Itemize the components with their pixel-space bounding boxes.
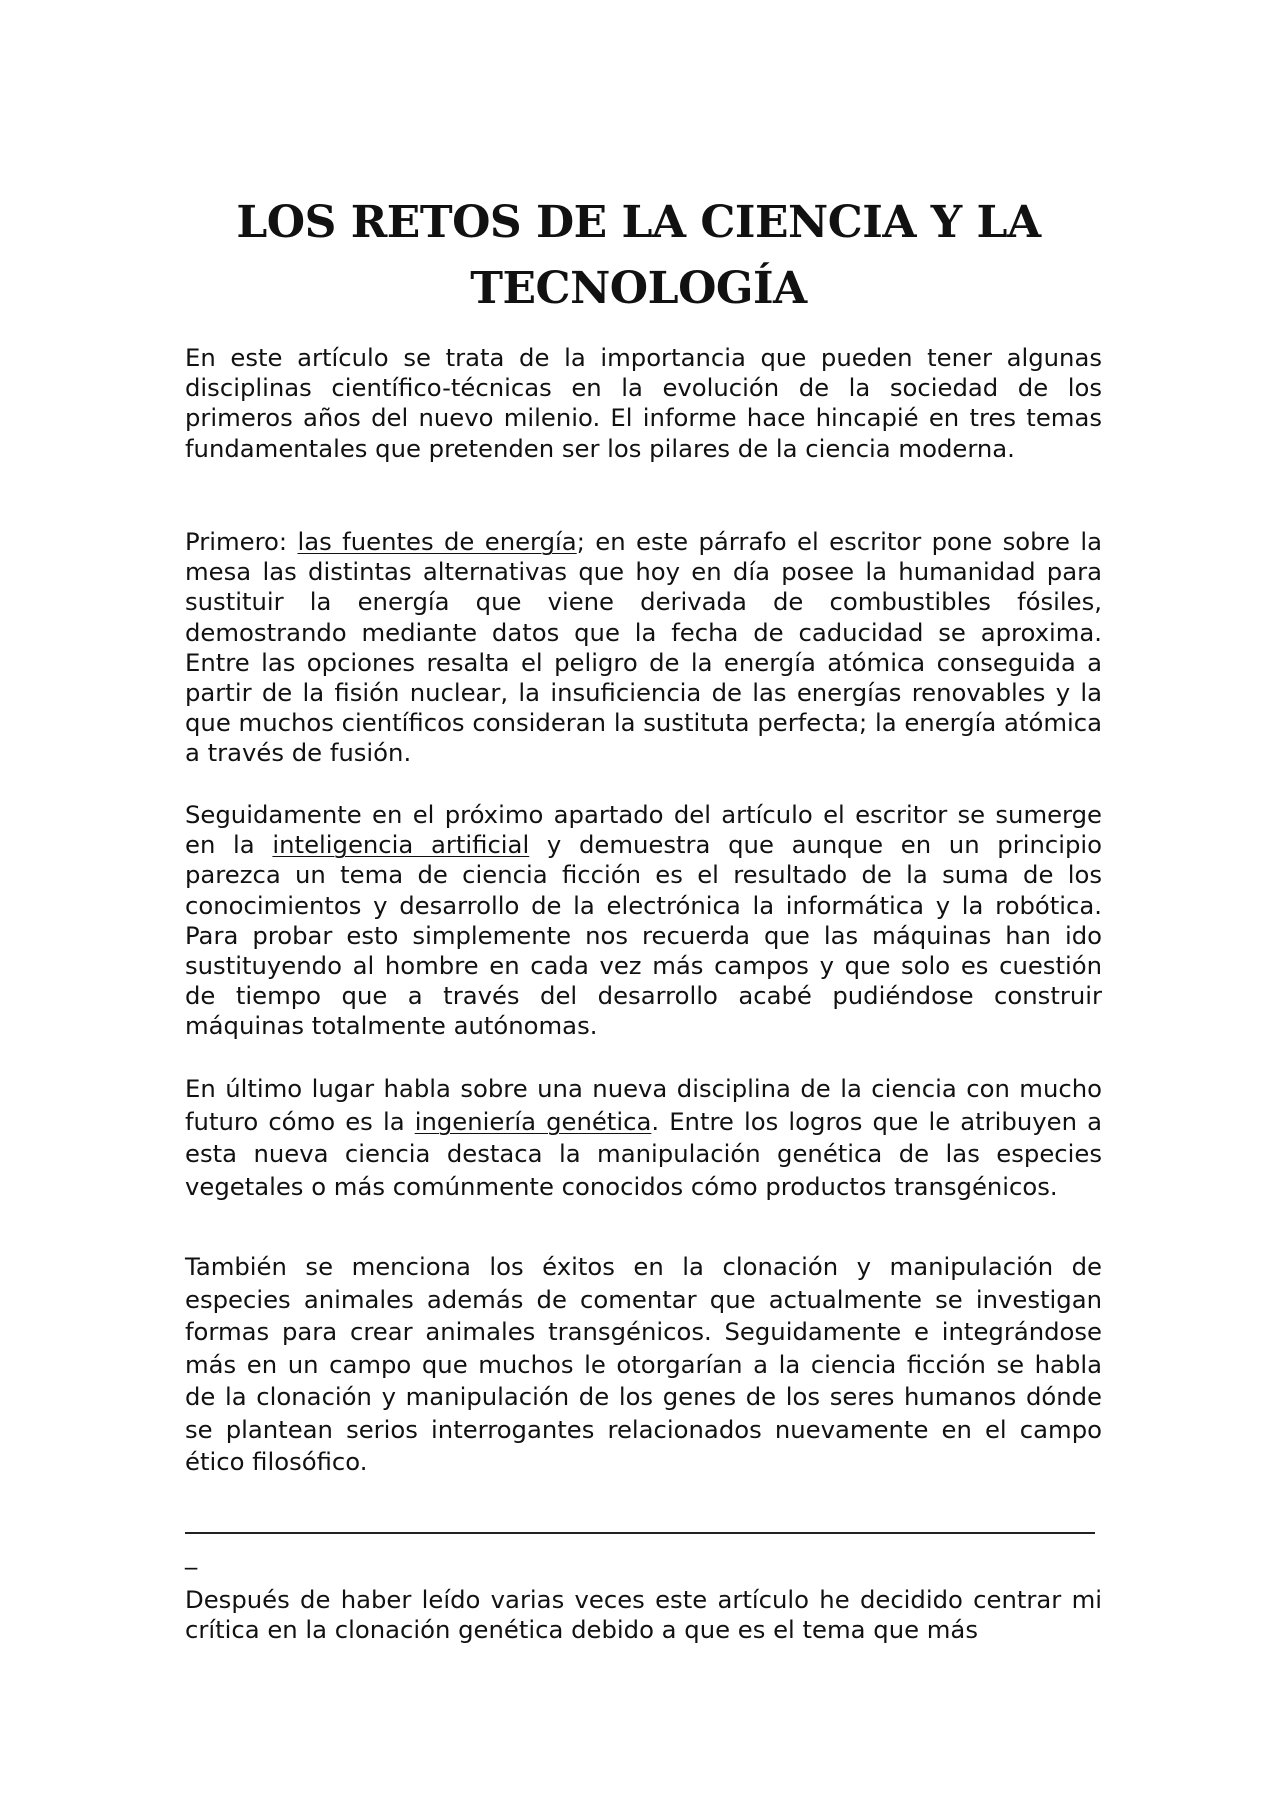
- artificial-intelligence-term: inteligencia artificial: [272, 830, 530, 860]
- cloning-paragraph: También se menciona los éxitos en la clonación y manipulación de especies animales además de comentar que actualmente se investigan formas para crear animales transgénicos. Seguidamente e integrándose más en un campo que muchos le otorgarían a la ciencia ficción se habla de la clonación y manipulación de los genes de los seres humanos dónde se plantean serios interrogantes relacionados nuevamente en el campo ético filosófico.: [185, 1252, 1102, 1476]
- energy-paragraph: [185, 527, 1102, 769]
- intro-paragraph: En este artículo se trata de la importancia que pueden tener algunas disciplinas científico-técnicas en la evolución de la sociedad de los primeros años del nuevo milenio. El informe hace hincapié en tres temas fundamentales que pretenden ser los pilares de la ciencia moderna.: [185, 343, 1102, 463]
- document-title: [186, 190, 1091, 322]
- title-line-2: TECNOLOGÍA: [470, 263, 807, 314]
- critique-paragraph: Después de haber leído varias veces este artículo he decidido centrar mi crítica en la clonación genética debido a que es el tema que más: [185, 1585, 1102, 1645]
- genetics-paragraph-lead: En último lugar habla sobre una nueva disciplina de la ciencia con mucho futuro cómo es la: [185, 1074, 1102, 1136]
- ai-paragraph-rest: y demuestra que aunque en un principio parezca un tema de ciencia ficción es el resultado de la suma de los conocimientos y desarrollo de la electrónica la informática y la robótica. Para probar esto simplemente nos recuerda que las máquinas han ido sustituyendo al hombre en cada vez más campos y que solo es cuestión de tiempo que a través del desarrollo acabé pudiéndose construir máquinas totalmente autónomas.: [185, 830, 1103, 1041]
- ai-paragraph-lead: Seguidamente en el próximo apartado del artículo el escritor se sumerge en la: [185, 800, 1102, 860]
- genetics-paragraph: [185, 1073, 1102, 1203]
- genetic-engineering-term: ingeniería genética: [414, 1106, 652, 1136]
- section-divider: [185, 1532, 1095, 1534]
- title-line-1: LOS RETOS DE LA CIENCIA Y LA: [236, 197, 1041, 248]
- energy-paragraph-lead: Primero:: [185, 527, 298, 556]
- ai-paragraph: [185, 800, 1102, 1042]
- genetics-paragraph-rest: . Entre los logros que le atribuyen a esta nueva ciencia destaca la manipulación genética de las especies vegetales o más comúnmente conocidos cómo productos transgénicos.: [185, 1106, 1102, 1201]
- divider-dash: _: [185, 1541, 198, 1570]
- energy-sources-term: las fuentes de energía: [297, 527, 577, 556]
- energy-paragraph-rest: ; en este párrafo el escritor pone sobre la mesa las distintas alternativas que hoy en día posee la humanidad para sustituir la energía que viene derivada de combustibles fósiles, demostrando mediante datos que la fecha de caducidad se aproxima. Entre las opciones resalta el peligro de la energía atómica conseguida a partir de la fisión nuclear, la insuficiencia de las energías renovables y la que muchos científicos consideran la sustituta perfecta; la energía atómica a través de fusión.: [185, 527, 1103, 768]
